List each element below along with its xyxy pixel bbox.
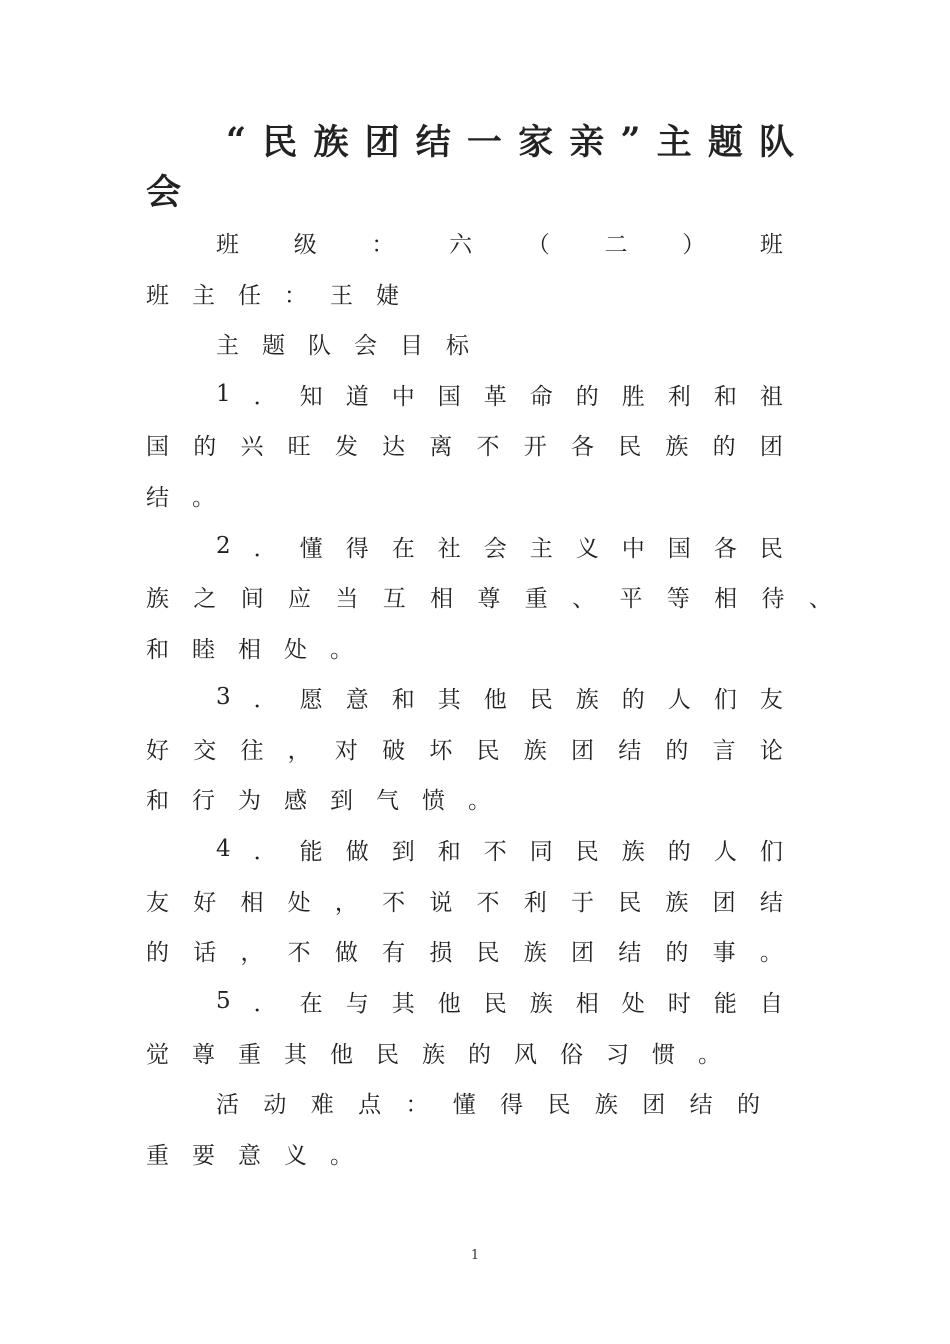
goal-2-line3: 和 睦 相 处 。	[146, 636, 353, 663]
goal-5-line1: 5 ． 在 与 其 他 民 族 相 处 时 能 自	[216, 988, 783, 1017]
goal-1-line3: 结 。	[146, 484, 215, 511]
goal-3-line1: 3 ． 愿 意 和 其 他 民 族 的 人 们 友	[216, 684, 783, 713]
goal-1-line1: 1 ． 知 道 中 国 革 命 的 胜 利 和 祖	[216, 381, 783, 410]
page-number: 1	[470, 1248, 480, 1263]
goal-4-line3: 的 话 ， 不 做 有 损 民 族 团 结 的 事 。	[146, 939, 783, 966]
goal-1-line2: 国 的 兴 旺 发 达 离 不 开 各 民 族 的 团	[146, 433, 783, 460]
doc-title-line2: 会	[146, 172, 182, 213]
difficulty-line1: 活 动 难 点 ： 懂 得 民 族 团 结 的	[216, 1091, 760, 1118]
teacher-line: 班 主 任 ： 王 婕	[146, 282, 399, 309]
goal-4-line2: 友 好 相 处 ， 不 说 不 利 于 民 族 团 结	[146, 889, 783, 916]
goals-heading: 主 题 队 会 目 标	[216, 332, 469, 359]
goal-3-line2: 好 交 往 ， 对 破 坏 民 族 团 结 的 言 论	[146, 737, 783, 764]
goal-2-line2: 族 之 间 应 当 互 相 尊 重 、 平 等 相 待 、	[146, 585, 832, 612]
difficulty-line2: 重 要 意 义 。	[146, 1142, 353, 1169]
goal-2-line1: 2 ． 懂 得 在 社 会 主 义 中 国 各 民	[216, 533, 783, 562]
doc-title-line1: “ 民 族 团 结 一 家 亲 ” 主 题 队	[226, 119, 794, 163]
goal-3-line3: 和 行 为 感 到 气 愤 。	[146, 787, 491, 814]
class-line: 班 级 ： 六 （ 二 ） 班	[216, 231, 783, 258]
goal-4-line1: 4 ． 能 做 到 和 不 同 民 族 的 人 们	[216, 836, 783, 865]
goal-5-line2: 觉 尊 重 其 他 民 族 的 风 俗 习 惯 。	[146, 1041, 721, 1068]
